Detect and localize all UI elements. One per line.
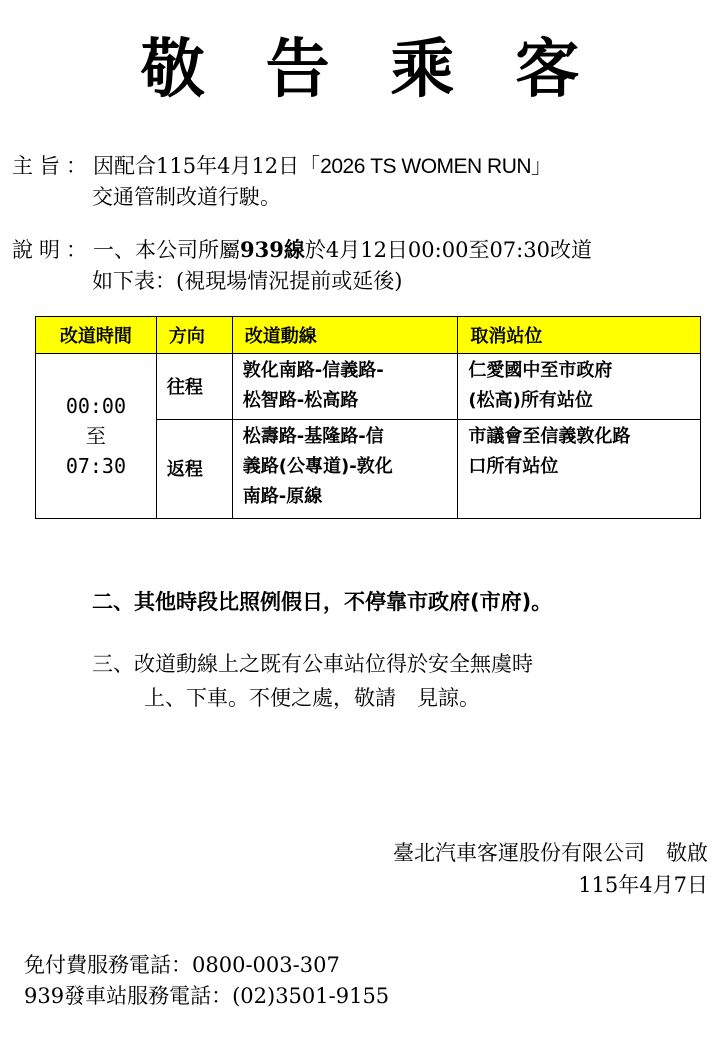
cancel-line: 市議會至信義敦化路 bbox=[468, 426, 631, 447]
route-line: 松壽路-基隆路-信 bbox=[242, 426, 384, 447]
cancel-cell bbox=[458, 420, 701, 519]
route-number: 939線 bbox=[240, 237, 305, 262]
table-header-row bbox=[36, 317, 701, 354]
route-cell bbox=[232, 354, 458, 420]
event-name: 2026 TS WOMEN RUN bbox=[320, 155, 532, 178]
cancel-cell bbox=[458, 354, 701, 420]
subject-text-end: 」 bbox=[531, 154, 553, 178]
time-end: 07:30 bbox=[65, 454, 127, 478]
subject-text: 因配合115年4月12日「 bbox=[93, 154, 321, 178]
direction-cell: 返程 bbox=[156, 420, 232, 519]
route-line: 南路-原線 bbox=[242, 486, 323, 507]
header-direction: 方向 bbox=[156, 317, 232, 354]
notice-date: 115年4月7日 bbox=[578, 873, 708, 897]
explanation-line-1 bbox=[12, 234, 592, 266]
cancel-line: 口所有站位 bbox=[468, 456, 559, 477]
explanation-text: 一、本公司所屬 bbox=[93, 238, 240, 262]
detour-table bbox=[35, 316, 701, 519]
notice-title: 敬告乘客 bbox=[140, 33, 640, 107]
time-start: 00:00 bbox=[65, 394, 127, 418]
time-to: 至 bbox=[85, 424, 106, 448]
toll-free-phone: 免付費服務電話：0800-003-307 bbox=[24, 953, 340, 977]
route-line: 松智路-松高路 bbox=[242, 390, 359, 411]
explanation-label: 說明： bbox=[12, 238, 93, 262]
cancel-line: 仁愛國中至市政府 bbox=[468, 360, 613, 381]
subject-line-2: 交通管制改道行駛。 bbox=[92, 185, 281, 209]
explanation-line-2: 如下表：(視現場情況提前或延後) bbox=[92, 269, 403, 293]
note-2: 二、其他時段比照例假日，不停靠市政府(市府)。 bbox=[92, 590, 553, 614]
header-cancel: 取消站位 bbox=[458, 317, 701, 354]
route-cell bbox=[232, 420, 458, 519]
route-line: 敦化南路-信義路- bbox=[242, 360, 384, 381]
route-line: 義路(公專道)-敦化 bbox=[242, 456, 393, 477]
header-route: 改道動線 bbox=[232, 317, 458, 354]
table-row bbox=[36, 354, 701, 420]
station-phone: 939發車站服務電話：(02)3501-9155 bbox=[24, 984, 390, 1008]
explanation-text-end: 於4月12日00:00至07:30改道 bbox=[304, 238, 592, 262]
subject-line-1 bbox=[12, 150, 552, 183]
note-3-line-1: 三、改道動線上之既有公車站位得於安全無虞時 bbox=[92, 652, 533, 676]
direction-cell: 往程 bbox=[156, 354, 232, 420]
company-signature: 臺北汽車客運股份有限公司 敬啟 bbox=[393, 841, 708, 865]
header-time: 改道時間 bbox=[36, 317, 157, 354]
cancel-line: (松高)所有站位 bbox=[468, 390, 593, 411]
time-cell bbox=[36, 354, 157, 519]
note-3-line-2: 上、下車。不便之處，敬請 見諒。 bbox=[144, 686, 480, 710]
subject-label: 主旨： bbox=[12, 154, 93, 178]
